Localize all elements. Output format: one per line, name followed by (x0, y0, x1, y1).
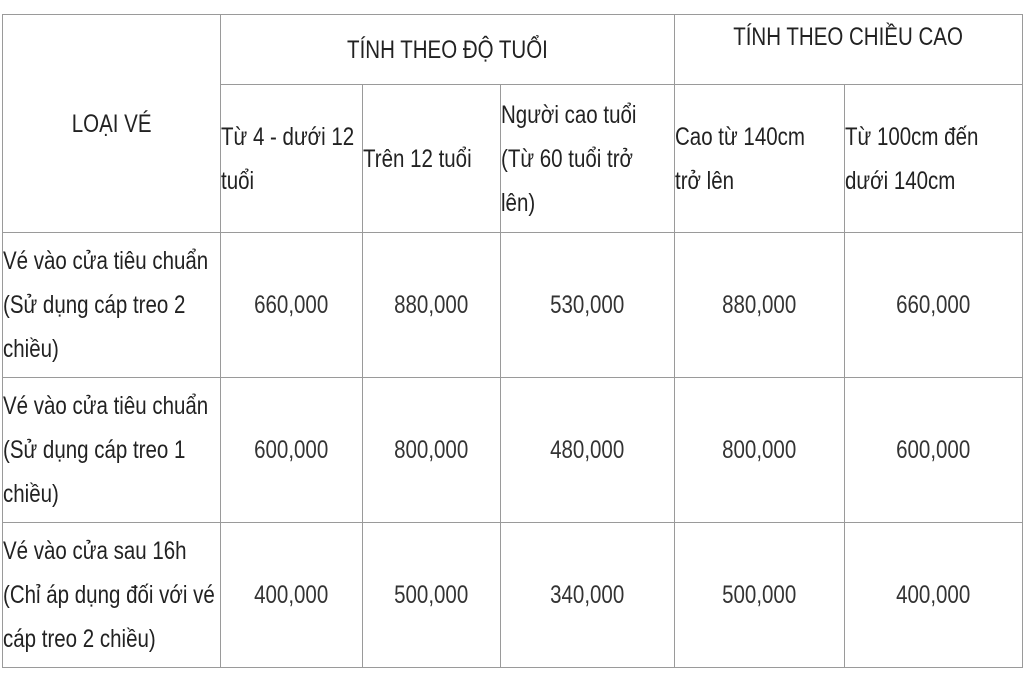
table-row (3, 378, 1023, 523)
row-label: Vé vào cửa sau 16h (Chỉ áp dụng đối với vé cáp treo 2 chiều) (3, 523, 221, 668)
column-header: Cao từ 140cm trở lên (675, 85, 845, 233)
price-cell: 660,000 (845, 233, 1023, 378)
price-cell: 500,000 (363, 523, 501, 668)
column-header: Từ 4 - dưới 12 tuổi (221, 85, 363, 233)
price-cell: 800,000 (675, 378, 845, 523)
price-cell: 400,000 (845, 523, 1023, 668)
row-label: Vé vào cửa tiêu chuẩn (Sử dụng cáp treo 2 chiều) (3, 233, 221, 378)
price-cell: 530,000 (501, 233, 675, 378)
price-cell: 660,000 (221, 233, 363, 378)
price-cell: 400,000 (221, 523, 363, 668)
header-row-top (3, 15, 1023, 85)
price-cell: 880,000 (675, 233, 845, 378)
price-cell: 800,000 (363, 378, 501, 523)
header-by-age: TÍNH THEO ĐỘ TUỔI (221, 15, 675, 85)
column-header: Trên 12 tuổi (363, 85, 501, 233)
price-cell: 600,000 (221, 378, 363, 523)
row-label: Vé vào cửa tiêu chuẩn (Sử dụng cáp treo 1 chiều) (3, 378, 221, 523)
header-by-height: TÍNH THEO CHIỀU CAO (675, 15, 1023, 85)
price-cell: 480,000 (501, 378, 675, 523)
price-cell: 880,000 (363, 233, 501, 378)
table-row (3, 233, 1023, 378)
price-cell: 340,000 (501, 523, 675, 668)
column-header: Người cao tuổi (Từ 60 tuổi trở lên) (501, 85, 675, 233)
ticket-price-table (2, 14, 1023, 668)
table-row (3, 523, 1023, 668)
price-cell: 600,000 (845, 378, 1023, 523)
column-header: Từ 100cm đến dưới 140cm (845, 85, 1023, 233)
header-ticket-type: LOẠI VÉ (3, 15, 221, 233)
price-cell: 500,000 (675, 523, 845, 668)
